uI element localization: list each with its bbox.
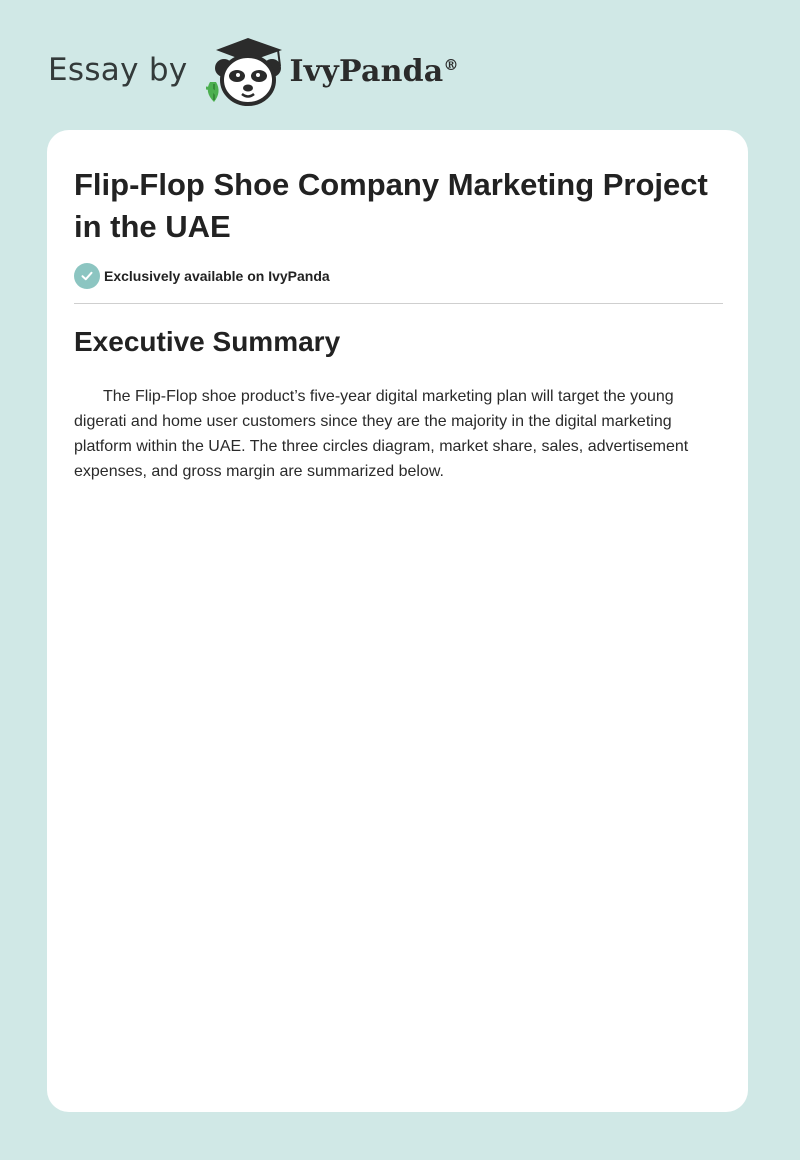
panda-logo-icon[interactable] — [202, 36, 294, 108]
summary-paragraph: The Flip-Flop shoe product’s five-year digital marketing plan will target the young digerati and home user customers since they are the majority in the digital marketing platform within the UAE. The three circles diagram, market share, sales, advertisement expenses, and gross margin are summarized below. — [74, 388, 689, 480]
essay-by-label: Essay by — [48, 52, 188, 88]
registered-mark: ® — [443, 55, 459, 74]
check-icon — [74, 263, 100, 289]
essay-card — [47, 130, 748, 1112]
exclusive-badge — [74, 263, 330, 289]
site-header — [48, 36, 459, 108]
exclusive-label: Exclusively available on IvyPanda — [104, 268, 330, 284]
brand-name[interactable]: IvyPanda® — [289, 53, 459, 89]
divider — [74, 303, 723, 304]
section-heading: Executive Summary — [74, 326, 341, 357]
page-title: Flip-Flop Shoe Company Marketing Project in the UAE — [74, 167, 708, 244]
